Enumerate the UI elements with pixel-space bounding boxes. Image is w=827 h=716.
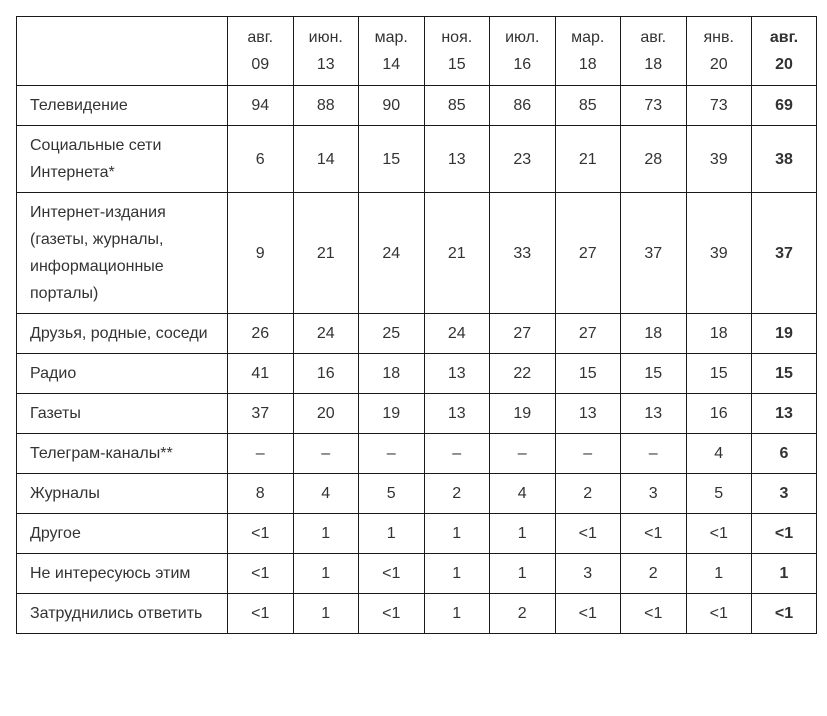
value-cell: – — [293, 434, 359, 474]
row-label: Интернет-издания (газеты, журналы, информационные порталы) — [17, 193, 228, 314]
value-cell: 33 — [490, 193, 556, 314]
column-header-month: мар. — [571, 29, 605, 46]
value-cell: 2 — [621, 554, 687, 594]
value-cell: 20 — [293, 394, 359, 434]
value-cell: 39 — [686, 126, 752, 193]
column-header-month: июн. — [308, 29, 343, 46]
value-cell: 37 — [228, 394, 294, 434]
table-row — [17, 514, 817, 554]
value-cell: 1 — [490, 514, 556, 554]
value-cell: <1 — [359, 554, 425, 594]
column-header-year: 20 — [775, 56, 793, 73]
table-row — [17, 354, 817, 394]
table-header — [17, 17, 817, 86]
value-cell: <1 — [752, 594, 817, 634]
value-cell: 37 — [752, 193, 817, 314]
row-label: Не интересуюсь этим — [17, 554, 228, 594]
value-cell: <1 — [359, 594, 425, 634]
value-cell: 3 — [555, 554, 621, 594]
value-cell: 1 — [293, 594, 359, 634]
row-label: Затруднились ответить — [17, 594, 228, 634]
value-cell: 1 — [424, 594, 490, 634]
value-cell: 1 — [686, 554, 752, 594]
value-cell: <1 — [228, 594, 294, 634]
value-cell: 19 — [359, 394, 425, 434]
value-cell: 1 — [424, 514, 490, 554]
value-cell: 15 — [555, 354, 621, 394]
column-header-year: 13 — [316, 56, 335, 73]
value-cell: 6 — [228, 126, 294, 193]
value-cell: 85 — [424, 86, 490, 126]
column-header — [424, 17, 490, 86]
value-cell: 18 — [621, 314, 687, 354]
column-header-month: мар. — [374, 29, 408, 46]
value-cell: 4 — [490, 474, 556, 514]
value-cell: 38 — [752, 126, 817, 193]
table-row — [17, 594, 817, 634]
column-header — [228, 17, 294, 86]
value-cell: 73 — [686, 86, 752, 126]
value-cell: 41 — [228, 354, 294, 394]
value-cell: 90 — [359, 86, 425, 126]
value-cell: 4 — [686, 434, 752, 474]
value-cell: 14 — [293, 126, 359, 193]
value-cell: 2 — [555, 474, 621, 514]
table-row — [17, 86, 817, 126]
column-header — [752, 17, 817, 86]
row-label: Журналы — [17, 474, 228, 514]
value-cell: – — [359, 434, 425, 474]
value-cell: 24 — [293, 314, 359, 354]
value-cell: 21 — [424, 193, 490, 314]
value-cell: 19 — [490, 394, 556, 434]
column-header-year: 18 — [644, 56, 663, 73]
value-cell: 27 — [555, 193, 621, 314]
value-cell: 15 — [359, 126, 425, 193]
value-cell: 73 — [621, 86, 687, 126]
value-cell: 13 — [424, 354, 490, 394]
survey-table — [16, 16, 817, 634]
corner-cell — [17, 17, 228, 86]
value-cell: 15 — [686, 354, 752, 394]
value-cell: <1 — [621, 514, 687, 554]
row-label: Газеты — [17, 394, 228, 434]
value-cell: 19 — [752, 314, 817, 354]
table-body — [17, 86, 817, 634]
value-cell: <1 — [752, 514, 817, 554]
column-header-year: 09 — [251, 56, 270, 73]
value-cell: – — [228, 434, 294, 474]
value-cell: – — [490, 434, 556, 474]
value-cell: 69 — [752, 86, 817, 126]
value-cell: 16 — [293, 354, 359, 394]
column-header — [686, 17, 752, 86]
column-header — [555, 17, 621, 86]
column-header-year: 16 — [513, 56, 532, 73]
value-cell: 15 — [621, 354, 687, 394]
column-header-year: 15 — [447, 56, 466, 73]
value-cell: 6 — [752, 434, 817, 474]
value-cell: <1 — [686, 594, 752, 634]
value-cell: – — [621, 434, 687, 474]
value-cell: – — [424, 434, 490, 474]
value-cell: 1 — [490, 554, 556, 594]
column-header-year: 14 — [382, 56, 401, 73]
value-cell: 28 — [621, 126, 687, 193]
value-cell: 22 — [490, 354, 556, 394]
value-cell: 13 — [752, 394, 817, 434]
value-cell: <1 — [555, 594, 621, 634]
value-cell: 1 — [359, 514, 425, 554]
value-cell: 13 — [555, 394, 621, 434]
value-cell: <1 — [228, 554, 294, 594]
value-cell: 13 — [424, 394, 490, 434]
value-cell: 2 — [424, 474, 490, 514]
value-cell: 1 — [424, 554, 490, 594]
value-cell: 21 — [293, 193, 359, 314]
value-cell: 13 — [621, 394, 687, 434]
table-row — [17, 394, 817, 434]
table-row — [17, 193, 817, 314]
value-cell: 18 — [359, 354, 425, 394]
column-header-month: июл. — [505, 29, 540, 46]
value-cell: 1 — [752, 554, 817, 594]
row-label: Друзья, родные, соседи — [17, 314, 228, 354]
value-cell: 13 — [424, 126, 490, 193]
value-cell: 37 — [621, 193, 687, 314]
value-cell: 85 — [555, 86, 621, 126]
value-cell: 26 — [228, 314, 294, 354]
value-cell: 5 — [686, 474, 752, 514]
value-cell: 88 — [293, 86, 359, 126]
value-cell: 39 — [686, 193, 752, 314]
value-cell: – — [555, 434, 621, 474]
table-row — [17, 554, 817, 594]
table-row — [17, 126, 817, 193]
value-cell: 21 — [555, 126, 621, 193]
value-cell: <1 — [621, 594, 687, 634]
column-header-year: 18 — [578, 56, 597, 73]
value-cell: 86 — [490, 86, 556, 126]
column-header-month: авг. — [769, 29, 799, 46]
column-header-month: авг. — [247, 29, 274, 46]
value-cell: 16 — [686, 394, 752, 434]
column-header — [490, 17, 556, 86]
header-row — [17, 17, 817, 86]
value-cell: 4 — [293, 474, 359, 514]
column-header-month: авг. — [640, 29, 667, 46]
value-cell: 3 — [752, 474, 817, 514]
column-header-month: янв. — [703, 29, 734, 46]
column-header — [293, 17, 359, 86]
value-cell: <1 — [555, 514, 621, 554]
value-cell: 24 — [359, 193, 425, 314]
column-header — [621, 17, 687, 86]
value-cell: 25 — [359, 314, 425, 354]
table-row — [17, 474, 817, 514]
value-cell: 23 — [490, 126, 556, 193]
value-cell: 8 — [228, 474, 294, 514]
value-cell: 27 — [490, 314, 556, 354]
value-cell: 27 — [555, 314, 621, 354]
value-cell: 15 — [752, 354, 817, 394]
value-cell: 3 — [621, 474, 687, 514]
value-cell: 1 — [293, 514, 359, 554]
value-cell: 1 — [293, 554, 359, 594]
value-cell: 24 — [424, 314, 490, 354]
column-header — [359, 17, 425, 86]
row-label: Радио — [17, 354, 228, 394]
value-cell: 5 — [359, 474, 425, 514]
row-label: Социальные сети Интернета* — [17, 126, 228, 193]
value-cell: <1 — [228, 514, 294, 554]
row-label: Другое — [17, 514, 228, 554]
value-cell: 9 — [228, 193, 294, 314]
column-header-month: ноя. — [441, 29, 473, 46]
value-cell: 2 — [490, 594, 556, 634]
row-label: Телеграм-каналы** — [17, 434, 228, 474]
value-cell: <1 — [686, 514, 752, 554]
column-header-year: 20 — [709, 56, 728, 73]
table-row — [17, 314, 817, 354]
value-cell: 18 — [686, 314, 752, 354]
row-label: Телевидение — [17, 86, 228, 126]
table-row — [17, 434, 817, 474]
value-cell: 94 — [228, 86, 294, 126]
